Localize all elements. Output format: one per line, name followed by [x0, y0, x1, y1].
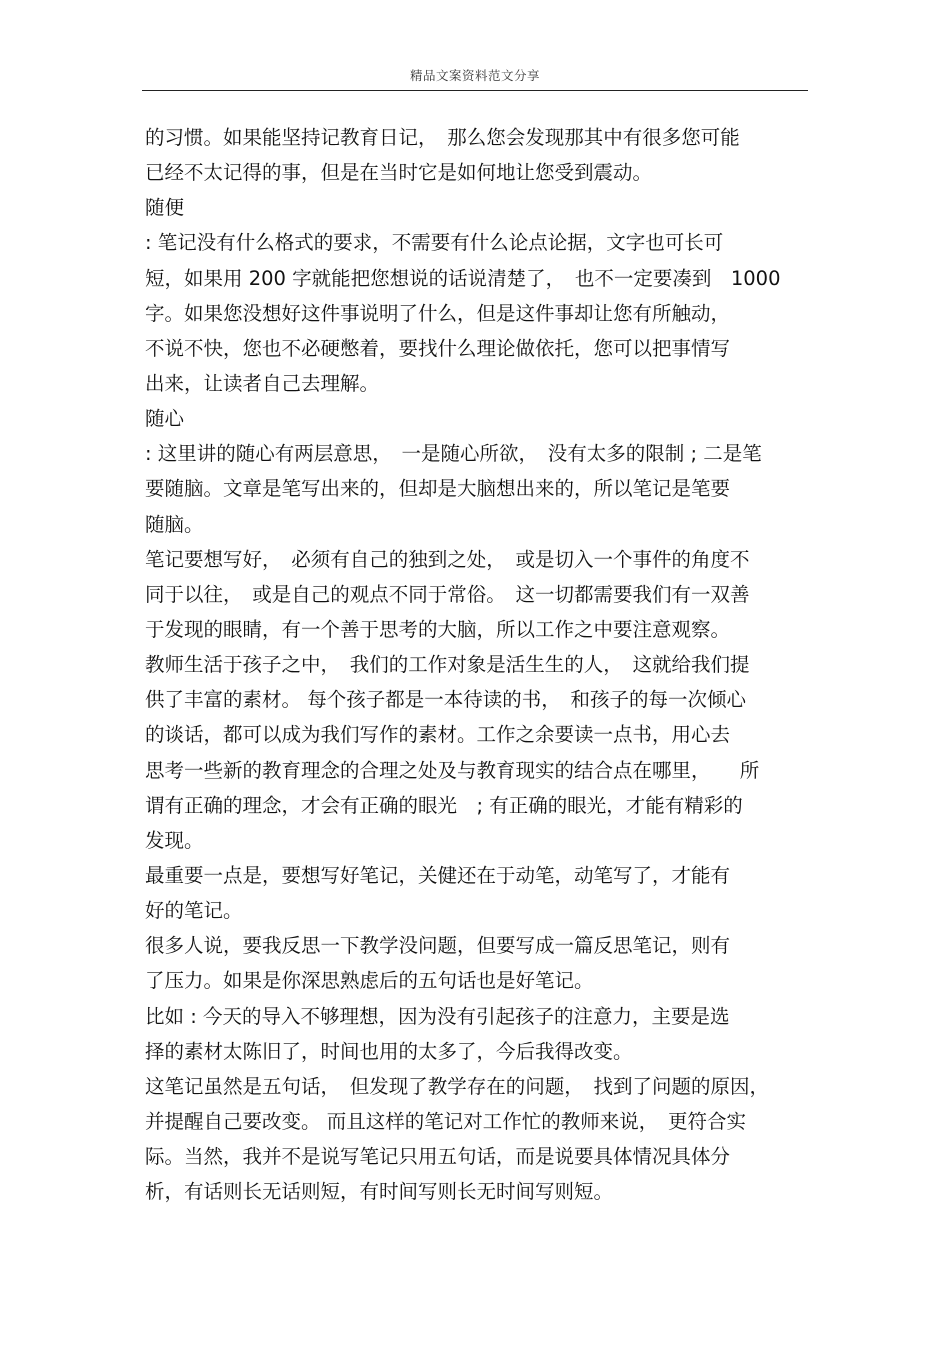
text-line: 思考一些新的教育理念的合理之处及与教育现实的结合点在哪里， 所 [145, 758, 760, 782]
text-line: 的习惯。如果能坚持记教育日记， 那么您会发现那其中有很多您可能 [145, 126, 740, 149]
text-line: 同于以往， 或是自己的观点不同于常俗。 这一切都需要我们有一双善 [145, 582, 750, 606]
text-line: 随脑。 [145, 512, 204, 536]
text-line: 的谈话，都可以成为我们写作的素材。工作之余要读一点书，用心去 [145, 723, 731, 747]
text-line: 际。当然，我并不是说写笔记只用五句话，而是说要具体情况具体分 [145, 1145, 731, 1169]
text-line: 这笔记虽然是五句话， 但发现了教学存在的问题， 找到了问题的原因， [145, 1074, 770, 1098]
text-line: 笔记要想写好， 必须有自己的独到之处， 或是切入一个事件的角度不 [145, 547, 750, 571]
text-line: 出来，让读者自己去理解。 [145, 371, 380, 395]
document-body [145, 120, 817, 1209]
text-line: 要随脑。文章是笔写出来的，但却是大脑想出来的，所以笔记是笔要 [145, 477, 731, 501]
text-line: : 笔记没有什么格式的要求，不需要有什么论点论据，文字也可长可 [145, 231, 724, 255]
text-line: 已经不太记得的事，但是在当时它是如何地让您受到震动。 [145, 161, 653, 185]
section-heading-suixin: 随心 [145, 407, 185, 431]
text-line: 并提醒自己要改变。 而且这样的笔记对工作忙的教师来说， 更符合实 [145, 1109, 746, 1133]
header-divider [142, 90, 808, 91]
text-line: 择的素材太陈旧了，时间也用的太多了，今后我得改变。 [145, 1039, 633, 1063]
text-line: 比如 : 今天的导入不够理想，因为没有引起孩子的注意力，主要是选 [145, 1004, 730, 1028]
section-heading-suibian: 随便 [145, 196, 185, 220]
text-line: 字。如果您没想好这件事说明了什么，但是这件事却让您有所触动， [145, 301, 731, 325]
text-line: 短，如果用 200 字就能把您想说的话说清楚了， 也不一定要凑到 1000 [145, 266, 781, 290]
text-line: 供了丰富的素材。 每个孩子都是一本待读的书， 和孩子的每一次倾心 [145, 688, 746, 712]
text-line: 最重要一点是，要想写好笔记，关健还在于动笔，动笔写了，才能有 [145, 863, 731, 887]
text-line: 很多人说，要我反思一下教学没问题，但要写成一篇反思笔记，则有 [145, 934, 731, 958]
text-line: 析，有话则长无话则短，有时间写则长无时间写则短。 [145, 1180, 614, 1204]
text-line: 好的笔记。 [145, 899, 243, 923]
page-header-title: 精品文案资料范文分享 [409, 68, 540, 83]
text-line: 了压力。如果是你深思熟虑后的五句话也是好笔记。 [145, 969, 594, 993]
text-line: 教师生活于孩子之中， 我们的工作对象是活生生的人， 这就给我们提 [145, 653, 750, 677]
text-line: : 这里讲的随心有两层意思， 一是随心所欲， 没有太多的限制 ; 二是笔 [145, 442, 762, 466]
text-line: 谓有正确的理念，才会有正确的眼光 ; 有正确的眼光，才能有精彩的 [145, 793, 743, 817]
text-line: 不说不快，您也不必硬憋着，要找什么理论做依托，您可以把事情写 [145, 336, 731, 360]
text-line: 于发现的眼睛，有一个善于思考的大脑，所以工作之中要注意观察。 [145, 617, 731, 641]
text-line: 发现。 [145, 828, 204, 852]
